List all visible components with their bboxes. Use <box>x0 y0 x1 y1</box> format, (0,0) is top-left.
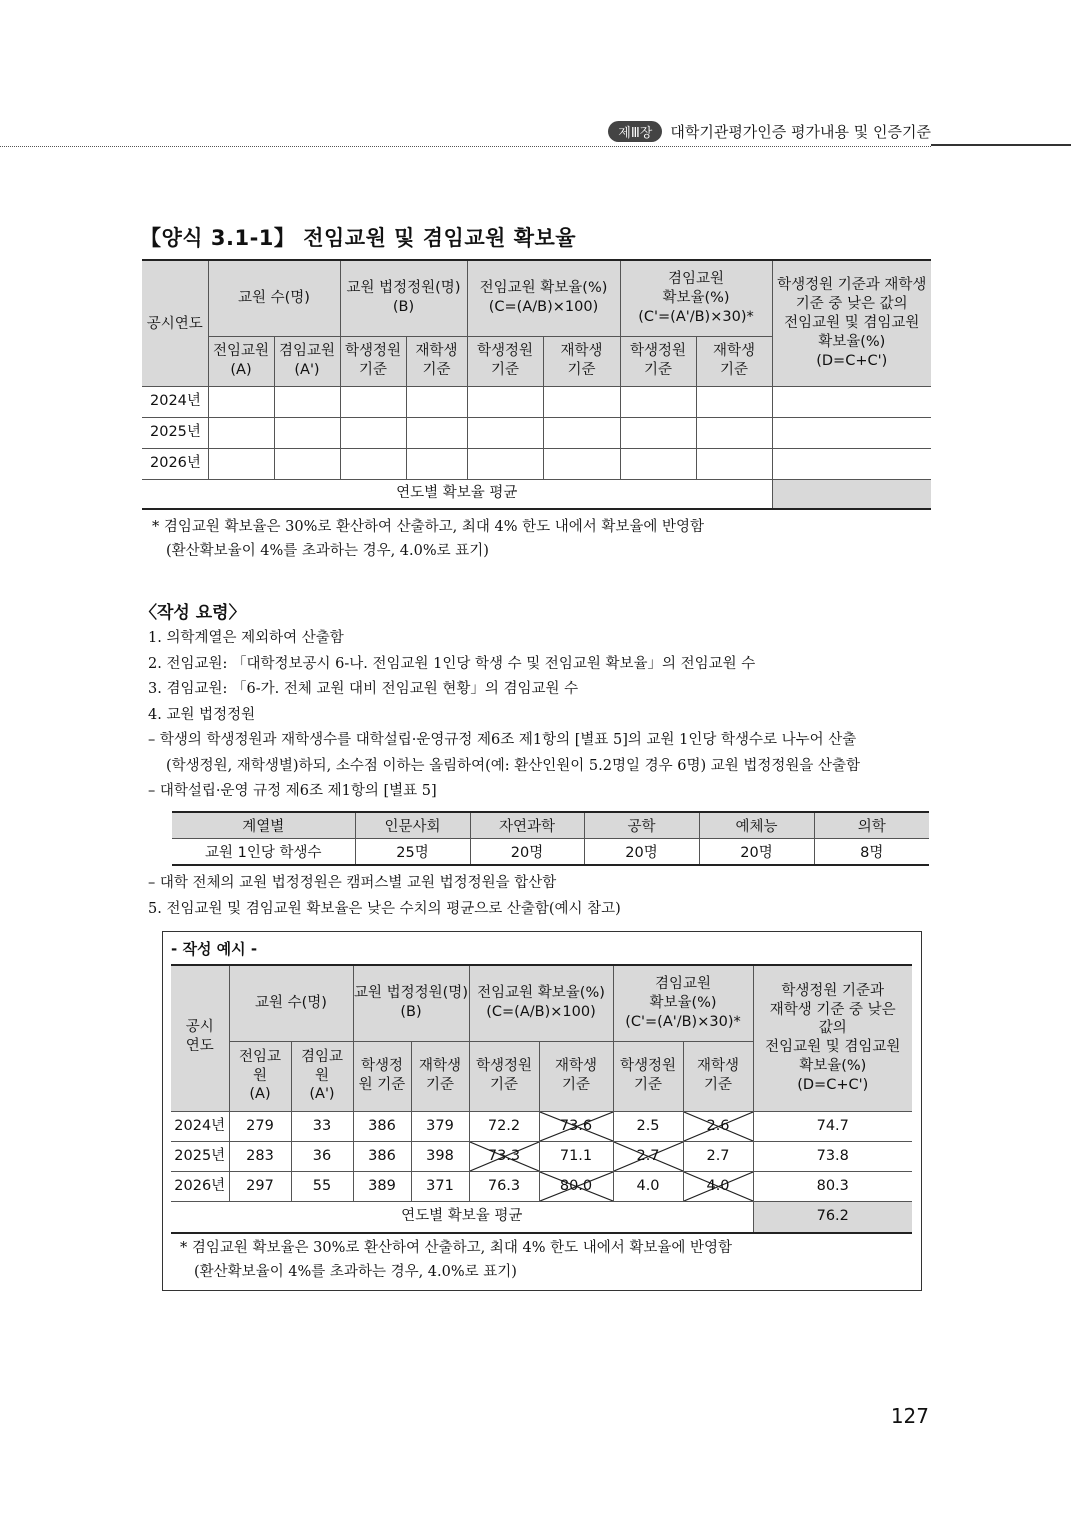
sub-quota-basis: 학생정원 기준 <box>620 336 696 386</box>
guide-item: 4. 교원 법정정원 <box>148 706 256 723</box>
guide-item: – 대학 전체의 교원 법정정원은 캠퍼스별 교원 법정정원을 합산함 <box>148 875 557 891</box>
table-row: 2026년 297 55 389 371 76.3 80.0 4.0 4.0 80.3 <box>171 1171 912 1201</box>
average-value-cell <box>772 479 931 509</box>
guide-title: 〈작성 요령〉 <box>140 603 246 623</box>
header-adjunct-rate: 겸임교원 확보율(%) (C'=(A'/B)×30)* <box>613 965 753 1041</box>
header-year: 공시 연도 <box>171 965 229 1111</box>
struck-value: 73.3 <box>469 1141 539 1171</box>
guide-item: 5. 전임교원 및 겸임교원 확보율은 낮은 수치의 평균으로 산출함(예시 참고) <box>148 901 621 917</box>
table-row <box>142 417 931 448</box>
average-label: 연도별 확보율 평균 <box>142 479 772 509</box>
average-label: 연도별 확보율 평균 <box>171 1201 753 1233</box>
sub-enrolled-basis: 재학생 기준 <box>543 336 620 386</box>
struck-value: 2.7 <box>613 1141 683 1171</box>
table-row <box>142 386 931 417</box>
page-number: 127 <box>890 1404 929 1428</box>
sub-enrolled-basis: 재학생 기준 <box>539 1041 613 1111</box>
sub-quota-basis: 학생정원 기준 <box>340 336 406 386</box>
sub-full-time: 전임교 원 (A) <box>229 1041 291 1111</box>
guide-item: 3. 겸임교원: 「6-가. 전체 교원 대비 전임교원 현황」의 겸임교원 수 <box>148 681 579 697</box>
guide-item: (학생정원, 재학생별)하되, 소수점 이하는 올림하여(예: 환산인원이 5.2명일 경우 6명) 교원 법정정원을 산출함 <box>166 757 861 774</box>
header-rule <box>0 146 931 147</box>
table-row <box>142 448 931 479</box>
sub-quota-basis: 학생정원 기준 <box>613 1041 683 1111</box>
guide-item: – 대학설립·운영 규정 제6조 제1항의 [별표 5] <box>148 783 437 799</box>
header-rule-thick <box>931 144 1071 146</box>
table-row: 2024년 279 33 386 379 72.2 73.6 2.5 2.6 74.7 <box>171 1111 912 1141</box>
sub-quota-basis: 학생정원 기준 <box>469 1041 539 1111</box>
header-full-time-rate: 전임교원 확보율(%) (C=(A/B)×100) <box>467 260 620 336</box>
sub-enrolled-basis: 재학생 기준 <box>411 1041 469 1111</box>
guide-item: 2. 전임교원: 「대학정보공시 6-나. 전임교원 1인당 학생 수 및 전임교원 확보율」의 전임교원 수 <box>148 655 756 672</box>
form-table <box>142 259 931 510</box>
header-lower-rate: 학생정원 기준과 재학생 기준 중 낮은 값의 전임교원 및 겸임교원 확보율(%) (D=C+C') <box>772 260 931 386</box>
struck-value: 80.0 <box>539 1171 613 1201</box>
struck-value: 4.0 <box>683 1171 753 1201</box>
year-cell: 2025년 <box>142 417 208 448</box>
year-cell: 2026년 <box>142 448 208 479</box>
guide-item: – 학생의 학생정원과 재학생수를 대학설립·운영규정 제6조 제1항의 [별표 5]의 교원 1인당 학생수로 나누어 산출 <box>148 732 857 748</box>
sub-adjunct: 겸임교원 (A') <box>274 336 340 386</box>
example-title: - 작성 예시 - <box>171 940 258 958</box>
header-full-time-rate: 전임교원 확보율(%) (C=(A/B)×100) <box>469 965 613 1041</box>
form-note: * 겸임교원 확보율은 30%로 환산하여 산출하고, 최대 4% 한도 내에서 확보율에 반영함 (환산확보율이 4%를 초과하는 경우, 4.0%로 표기) <box>152 519 705 559</box>
header-count: 교원 수(명) <box>208 260 340 336</box>
sub-enrolled-basis: 재학생 기준 <box>683 1041 753 1111</box>
header-legal-quota: 교원 법정정원(명) (B) <box>340 260 467 336</box>
chapter-badge: 제Ⅲ장 <box>608 121 662 142</box>
form-title: 【양식 3.1-1】 전임교원 및 겸임교원 확보율 <box>140 226 577 250</box>
example-note: * 겸임교원 확보율은 30%로 환산하여 산출하고, 최대 4% 한도 내에서 확보율에 반영함 (환산확보율이 4%를 초과하는 경우, 4.0%로 표기) <box>180 1240 733 1280</box>
running-header <box>608 121 931 142</box>
sub-quota-basis: 학생정원 기준 <box>467 336 543 386</box>
example-table <box>171 964 912 1234</box>
sub-enrolled-basis: 재학생 기준 <box>406 336 467 386</box>
header-count: 교원 수(명) <box>229 965 353 1041</box>
sub-enrolled-basis: 재학생 기준 <box>696 336 772 386</box>
sub-full-time: 전임교원 (A) <box>208 336 274 386</box>
header-lower-rate: 학생정원 기준과 재학생 기준 중 낮은 값의 전임교원 및 겸임교원 확보율(%) (D=C+C') <box>753 965 912 1111</box>
table-row: 2025년 283 36 386 398 73.3 71.1 2.7 2.7 73.8 <box>171 1141 912 1171</box>
header-adjunct-rate: 겸임교원 확보율(%) (C'=(A'/B)×30)* <box>620 260 772 336</box>
sub-adjunct: 겸임교 원 (A') <box>291 1041 353 1111</box>
guide-list <box>148 626 933 805</box>
guide-item: 1. 의학계열은 제외하여 산출함 <box>148 630 344 646</box>
running-header-title: 대학기관평가인증 평가내용 및 인증기준 <box>670 123 931 141</box>
average-value: 76.2 <box>753 1201 912 1233</box>
ratio-table: 계열별 인문사회 자연과학 공학 예체능 의학 교원 1인당 학생수 25명 20명 20명 20명 8명 <box>172 811 929 866</box>
struck-value: 73.6 <box>539 1111 613 1141</box>
header-legal-quota: 교원 법정정원(명) (B) <box>353 965 469 1041</box>
year-cell: 2024년 <box>142 386 208 417</box>
struck-value: 2.6 <box>683 1111 753 1141</box>
header-year: 공시연도 <box>142 260 208 386</box>
guide-list-continued <box>148 870 621 922</box>
sub-quota-basis: 학생정 원 기준 <box>353 1041 411 1111</box>
